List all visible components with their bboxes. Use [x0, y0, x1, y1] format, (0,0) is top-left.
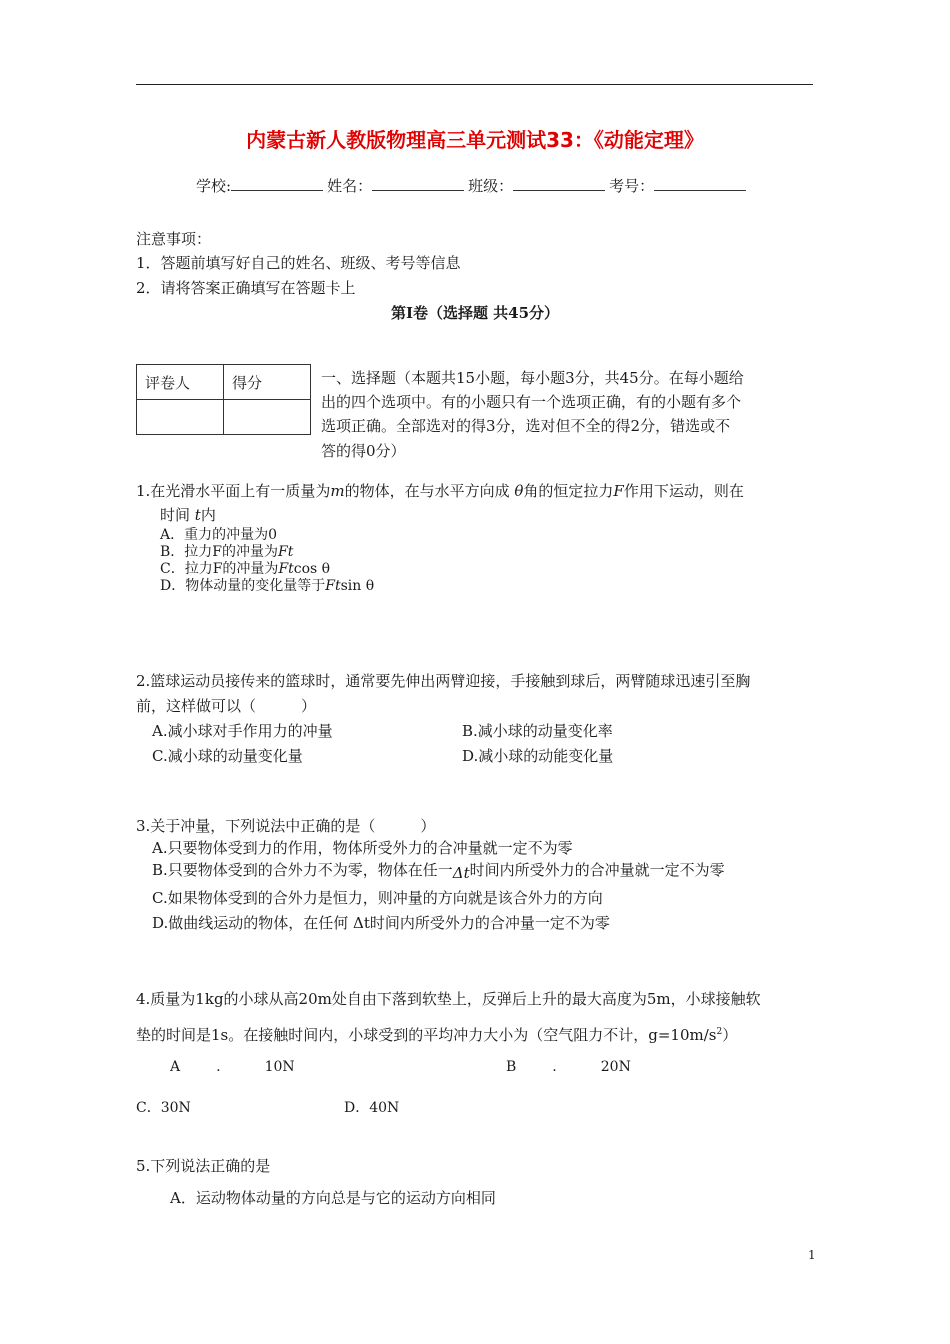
q1-time-symbol: t — [194, 506, 201, 524]
exam-number-label: 考号： — [609, 177, 655, 195]
q2-option-b[interactable]: B.减小球的动量变化率 — [462, 722, 613, 740]
q4-option-c[interactable]: C．30N — [136, 1100, 191, 1116]
note-item: 2．请将答案正确填写在答题卡上 — [136, 279, 356, 297]
page-number: 1 — [808, 1248, 816, 1262]
option-text: 时间内所受外力的合冲量就一定不为零 — [469, 861, 725, 879]
option-math-tail: cos θ — [293, 561, 331, 577]
option-letter: B — [506, 1059, 517, 1075]
score-label: 得分 — [224, 365, 311, 400]
option-text: C．拉力F的冲量为 — [160, 561, 279, 577]
student-info-line — [196, 175, 750, 196]
option-math: Ft — [278, 544, 294, 560]
q1-stem-line1 — [136, 480, 744, 501]
school-blank[interactable] — [231, 176, 323, 191]
q4-option-b[interactable] — [506, 1059, 631, 1075]
grader-label: 评卷人 — [137, 365, 224, 400]
q4-stem: 4.质量为1kg的小球从高20m处自由下落到软垫上，反弹后上升的最大高度为5m，小球接触软 — [136, 990, 761, 1008]
option-text: B．拉力F的冲量为 — [160, 544, 279, 560]
q3-option-a[interactable]: A.只要物体受到力的作用，物体所受外力的合冲量就一定不为零 — [152, 839, 573, 857]
q1-mass-symbol: m — [330, 482, 345, 500]
exam-number-blank[interactable] — [654, 176, 746, 191]
q2-stem: 2.篮球运动员接传来的篮球时，通常要先伸出两臂迎接，手接触到球后，两臂随球迅速引至胸 — [136, 672, 751, 690]
name-label: 姓名： — [327, 177, 373, 195]
q4-option-d[interactable]: D．40N — [344, 1100, 400, 1116]
q1-stem-line2 — [160, 504, 216, 525]
section-title: 第Ⅰ卷（选择题 共45分） — [390, 304, 560, 322]
option-letter: A — [170, 1059, 181, 1075]
option-math: Ft — [278, 561, 294, 577]
option-text: B.只要物体受到的合外力不为零，物体在任一 — [152, 861, 453, 879]
instructions-line: 选项正确。全部选对的得3分，选对但不全的得2分，错选或不 — [321, 417, 731, 435]
q4-stem — [136, 1024, 737, 1045]
q2-option-d[interactable]: D.减小球的动能变化量 — [462, 747, 614, 765]
q4-text: ） — [722, 1026, 738, 1044]
option-text: A．重力的冲量为0 — [160, 527, 278, 543]
q3-stem: 3.关于冲量，下列说法中正确的是（ ） — [136, 817, 436, 835]
score-cell[interactable] — [224, 400, 311, 435]
option-value: 20N — [600, 1059, 631, 1075]
class-blank[interactable] — [513, 176, 605, 191]
top-rule — [136, 84, 813, 85]
option-math-tail: sin θ — [340, 578, 375, 594]
option-dot: . — [216, 1059, 221, 1075]
q4-superscript: 2 — [716, 1027, 723, 1037]
q4-text: 垫的时间是1s。在接触时间内，小球受到的平均冲力大小为（空气阻力不计，g=10m/s — [136, 1026, 717, 1044]
instructions-line: 一、选择题（本题共15小题，每小题3分，共45分。在每小题给 — [321, 369, 744, 387]
page-title: 内蒙古新人教版物理高三单元测试33：《动能定理》 — [246, 128, 704, 152]
q3-option-d[interactable]: D.做曲线运动的物体，在任何 Δt时间内所受外力的合冲量一定不为零 — [152, 914, 610, 932]
q5-stem: 5.下列说法正确的是 — [136, 1157, 271, 1175]
delta-t-symbol: Δt — [452, 864, 470, 882]
notes-heading: 注意事项： — [136, 230, 212, 248]
school-label: 学校: — [196, 177, 232, 195]
option-dot: . — [552, 1059, 557, 1075]
instructions-line: 答的得0分） — [321, 442, 406, 460]
grader-table — [136, 364, 311, 435]
q1-text: 角的恒定拉力 — [523, 482, 614, 500]
q3-option-b[interactable] — [152, 859, 725, 880]
grader-cell[interactable] — [137, 400, 224, 435]
q1-theta-symbol: θ — [514, 482, 524, 500]
q1-text: 的物体，在与水平方向成 — [344, 482, 510, 500]
note-item: 1．答题前填写好自己的姓名、班级、考号等信息 — [136, 254, 461, 272]
instructions-line: 出的四个选项中。有的小题只有一个选项正确，有的小题有多个 — [321, 393, 742, 411]
q1-text: 内 — [200, 506, 216, 524]
q1-text: 作用下运动，则在 — [623, 482, 744, 500]
q2-option-a[interactable]: A.减小球对手作用力的冲量 — [152, 722, 333, 740]
q1-text: 时间 — [160, 506, 191, 524]
class-label: 班级： — [468, 177, 514, 195]
q1-text: 1.在光滑水平面上有一质量为 — [136, 482, 331, 500]
q2-stem: 前，这样做可以（ ） — [136, 697, 317, 715]
q4-option-a[interactable] — [170, 1059, 295, 1075]
q3-option-c[interactable]: C.如果物体受到的合外力是恒力，则冲量的方向就是该合外力的方向 — [152, 889, 603, 907]
name-blank[interactable] — [372, 176, 464, 191]
q2-option-c[interactable]: C.减小球的动量变化量 — [152, 747, 303, 765]
q1-force-symbol: F — [613, 482, 624, 500]
option-value: 10N — [264, 1059, 295, 1075]
q1-option-d[interactable] — [160, 575, 374, 595]
q5-option-a[interactable]: A．运动物体动量的方向总是与它的运动方向相同 — [170, 1189, 496, 1207]
option-text: D．物体动量的变化量等于 — [160, 578, 326, 594]
option-math: Ft — [325, 578, 341, 594]
